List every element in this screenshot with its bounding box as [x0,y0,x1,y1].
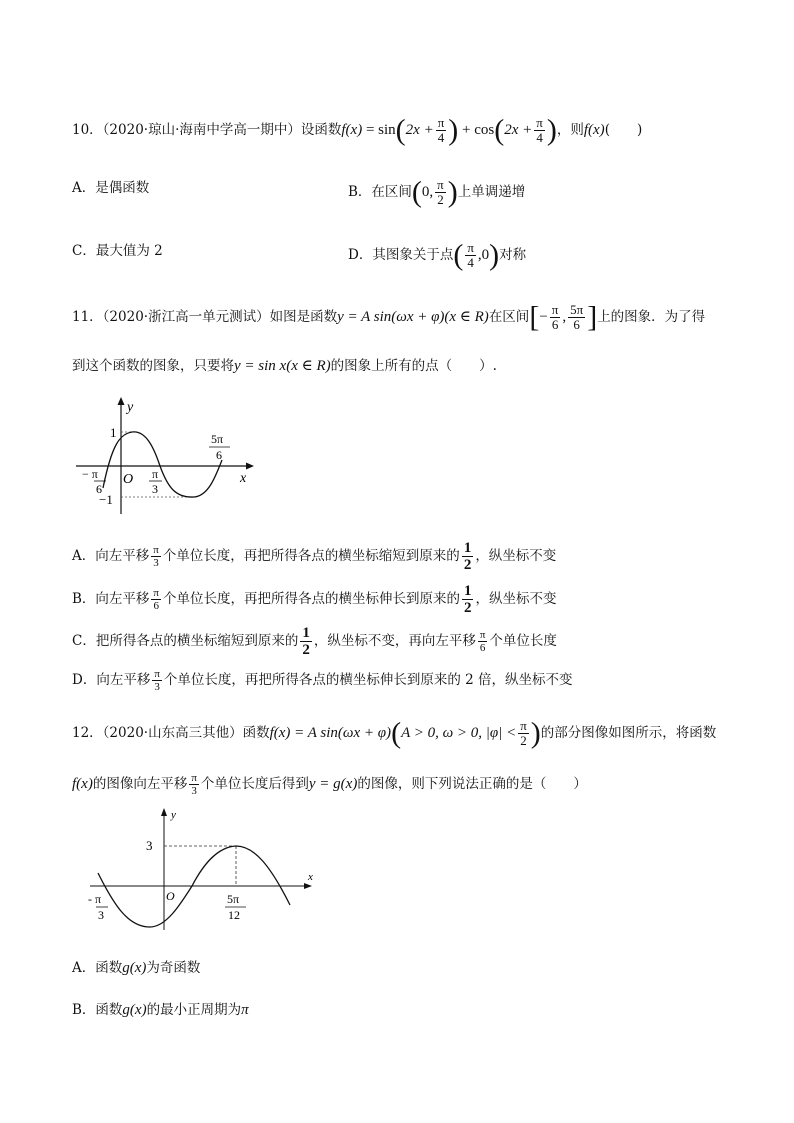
q11-x-label: x [240,471,247,486]
q12-tick-neg-pi3-den: 3 [98,908,104,922]
q11-x-arrow [246,463,254,470]
q11-tick-5pi6-den: 6 [216,448,222,462]
q10-stem: 10．（2020·琼山·海南中学高一期中）设函数f(x) = sin(2x + $\frac{\pi}{4}$ ) + cos(2x + $\frac{\pi}{4}$ )，则f(x)( ) [72,113,643,147]
q12-x-label: x [308,871,313,883]
q10-eq: = sin [362,122,396,138]
q10-option-c[interactable]: C．最大值为 2 [72,243,163,259]
q11-y-arrow [118,397,125,405]
q12-y-arrow [161,808,167,816]
q12-tick-5pi12-num: 5π [227,892,240,906]
q10-fx: f(x) [341,122,363,138]
q11-tick-neg-pi6-num: − π [82,467,98,481]
q12-sine-graph [86,805,326,935]
q11-option-d[interactable]: D．向左平移 $\frac{\pi}{3}$ 个单位长度，再把所得各点的横坐标伸长到原来的 2 倍，纵坐标不变 [72,668,573,693]
q11-tick-pi3-num: π [152,467,159,481]
q11-stem: 11．（2020·浙江高一单元测试）如图是函数y = A sin(ωx + φ)(x ∈ R)在区间[− $\frac{\pi}{6}$ , $\frac{5\pi}{6}$ ]上的图象．为了得 [72,300,706,334]
q12-stem: 12．（2020·山东高三其他）函数f(x) = A sin(ωx + φ)(A > 0, ω > 0, |φ| < $\frac{\pi}{2}$ )的部分图像如图所示，将函数 [72,716,717,750]
q10-prefix: 10．（2020·琼山·海南中学高一期中）设函数 [72,122,342,138]
q11-option-b[interactable]: B．向左平移 $\frac{\pi}{6}$ 个单位长度，再把所得各点的横坐标伸长到原来的 $\frac{1}{2}$ ，纵坐标不变 [72,583,557,616]
q11-y-label: y [127,400,134,415]
q12-tick-three: 3 [146,838,153,853]
q11-stem-line2: 到这个函数的图象，只要将y = sin x(x ∈ R)的图象上所有的点（ ）. [72,358,497,374]
q11-option-a[interactable]: A．向左平移 $\frac{\pi}{3}$ 个单位长度，再把所得各点的横坐标缩短到原来的 $\frac{1}{2}$ ，纵坐标不变 [72,540,557,573]
q12-y-label: y [171,809,176,821]
q10-frac-pi4-b: $\frac{\pi}{4}$ [536,115,543,145]
q12-option-b[interactable]: B．函数g(x)的最小正周期为π [72,1002,249,1018]
q11-sine-graph [72,392,262,522]
q11-origin-label: O [123,472,134,487]
q12-option-a[interactable]: A．函数g(x)为奇函数 [72,960,201,976]
q11-tick-neg-one: −1 [99,492,113,507]
q10-frac-pi4-a: $\frac{\pi}{4}$ [437,115,445,145]
q11-tick-neg-pi6-den: 6 [96,482,102,496]
q11-option-c[interactable]: C．把所得各点的横坐标缩短到原来的 $\frac{1}{2}$ ，纵坐标不变，再向左平移 $\frac{\pi}{6}$ 个单位长度 [72,625,557,658]
q11-tick-5pi6-num: 5π [211,432,224,446]
q12-tick-neg-pi3-num: - π [88,892,102,906]
q10-option-a[interactable]: A．是偶函数 [72,180,150,196]
q12-x-arrow [304,883,312,889]
q12-stem-line2: f(x)的图像向左平移 $\frac{\pi}{3}$ 个单位长度后得到y = g(x)的图像，则下列说法正确的是（ ） [72,772,587,797]
q11-tick-pi3-den: 3 [152,482,158,496]
q10-option-d[interactable]: D．其图象关于点( $\frac{\pi}{4}$ ,0)对称 [348,238,527,272]
q12-origin-label: O [166,889,175,903]
q12-tick-5pi12-den: 12 [228,908,240,922]
q10-option-b[interactable]: B．在区间(0, $\frac{\pi}{2}$ )上单调递增 [348,175,526,209]
q11-tick-one: 1 [110,425,117,440]
